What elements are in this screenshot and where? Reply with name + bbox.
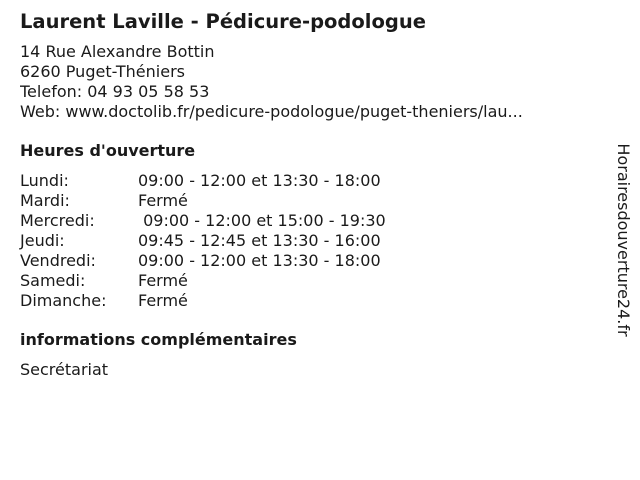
hours-day: Mercredi: — [20, 211, 95, 230]
address-street: 14 Rue Alexandre Bottin — [20, 42, 215, 61]
hours-time: 09:00 - 12:00 et 13:30 - 18:00 — [138, 251, 381, 270]
hours-day: Samedi: — [20, 271, 86, 290]
hours-time: 09:00 - 12:00 et 15:00 - 19:30 — [138, 211, 386, 230]
hours-day: Vendredi: — [20, 251, 96, 270]
hours-day: Mardi: — [20, 191, 70, 210]
business-card — [20, 10, 600, 380]
additional-info-heading: informations complémentaires — [20, 330, 297, 349]
hours-time: Fermé — [138, 291, 188, 310]
hours-day: Jeudi: — [20, 231, 65, 250]
hours-row-monday — [20, 171, 600, 191]
hours-time: Fermé — [138, 191, 188, 210]
hours-row-wednesday — [20, 211, 600, 231]
additional-info-text: Secrétariat — [20, 360, 109, 379]
hours-row-tuesday — [20, 191, 600, 211]
page-title: Laurent Laville - Pédicure-podologue — [20, 10, 426, 33]
hours-day: Dimanche: — [20, 291, 107, 310]
opening-hours-table — [20, 171, 600, 311]
hours-row-sunday — [20, 291, 600, 311]
hours-row-thursday — [20, 231, 600, 251]
watermark-label: Horairesdouverture24.fr — [614, 143, 633, 337]
hours-time: 09:00 - 12:00 et 13:30 - 18:00 — [138, 171, 381, 190]
hours-day: Lundi: — [20, 171, 69, 190]
hours-time: 09:45 - 12:45 et 13:30 - 16:00 — [138, 231, 381, 250]
hours-time: Fermé — [138, 271, 188, 290]
website-link[interactable]: Web: www.doctolib.fr/pedicure-podologue/puget-theniers/lau... — [20, 102, 523, 121]
address-city: 6260 Puget-Théniers — [20, 62, 185, 81]
hours-row-friday — [20, 251, 600, 271]
phone-number: Telefon: 04 93 05 58 53 — [20, 82, 210, 101]
hours-row-saturday — [20, 271, 600, 291]
opening-hours-heading: Heures d'ouverture — [20, 141, 196, 160]
